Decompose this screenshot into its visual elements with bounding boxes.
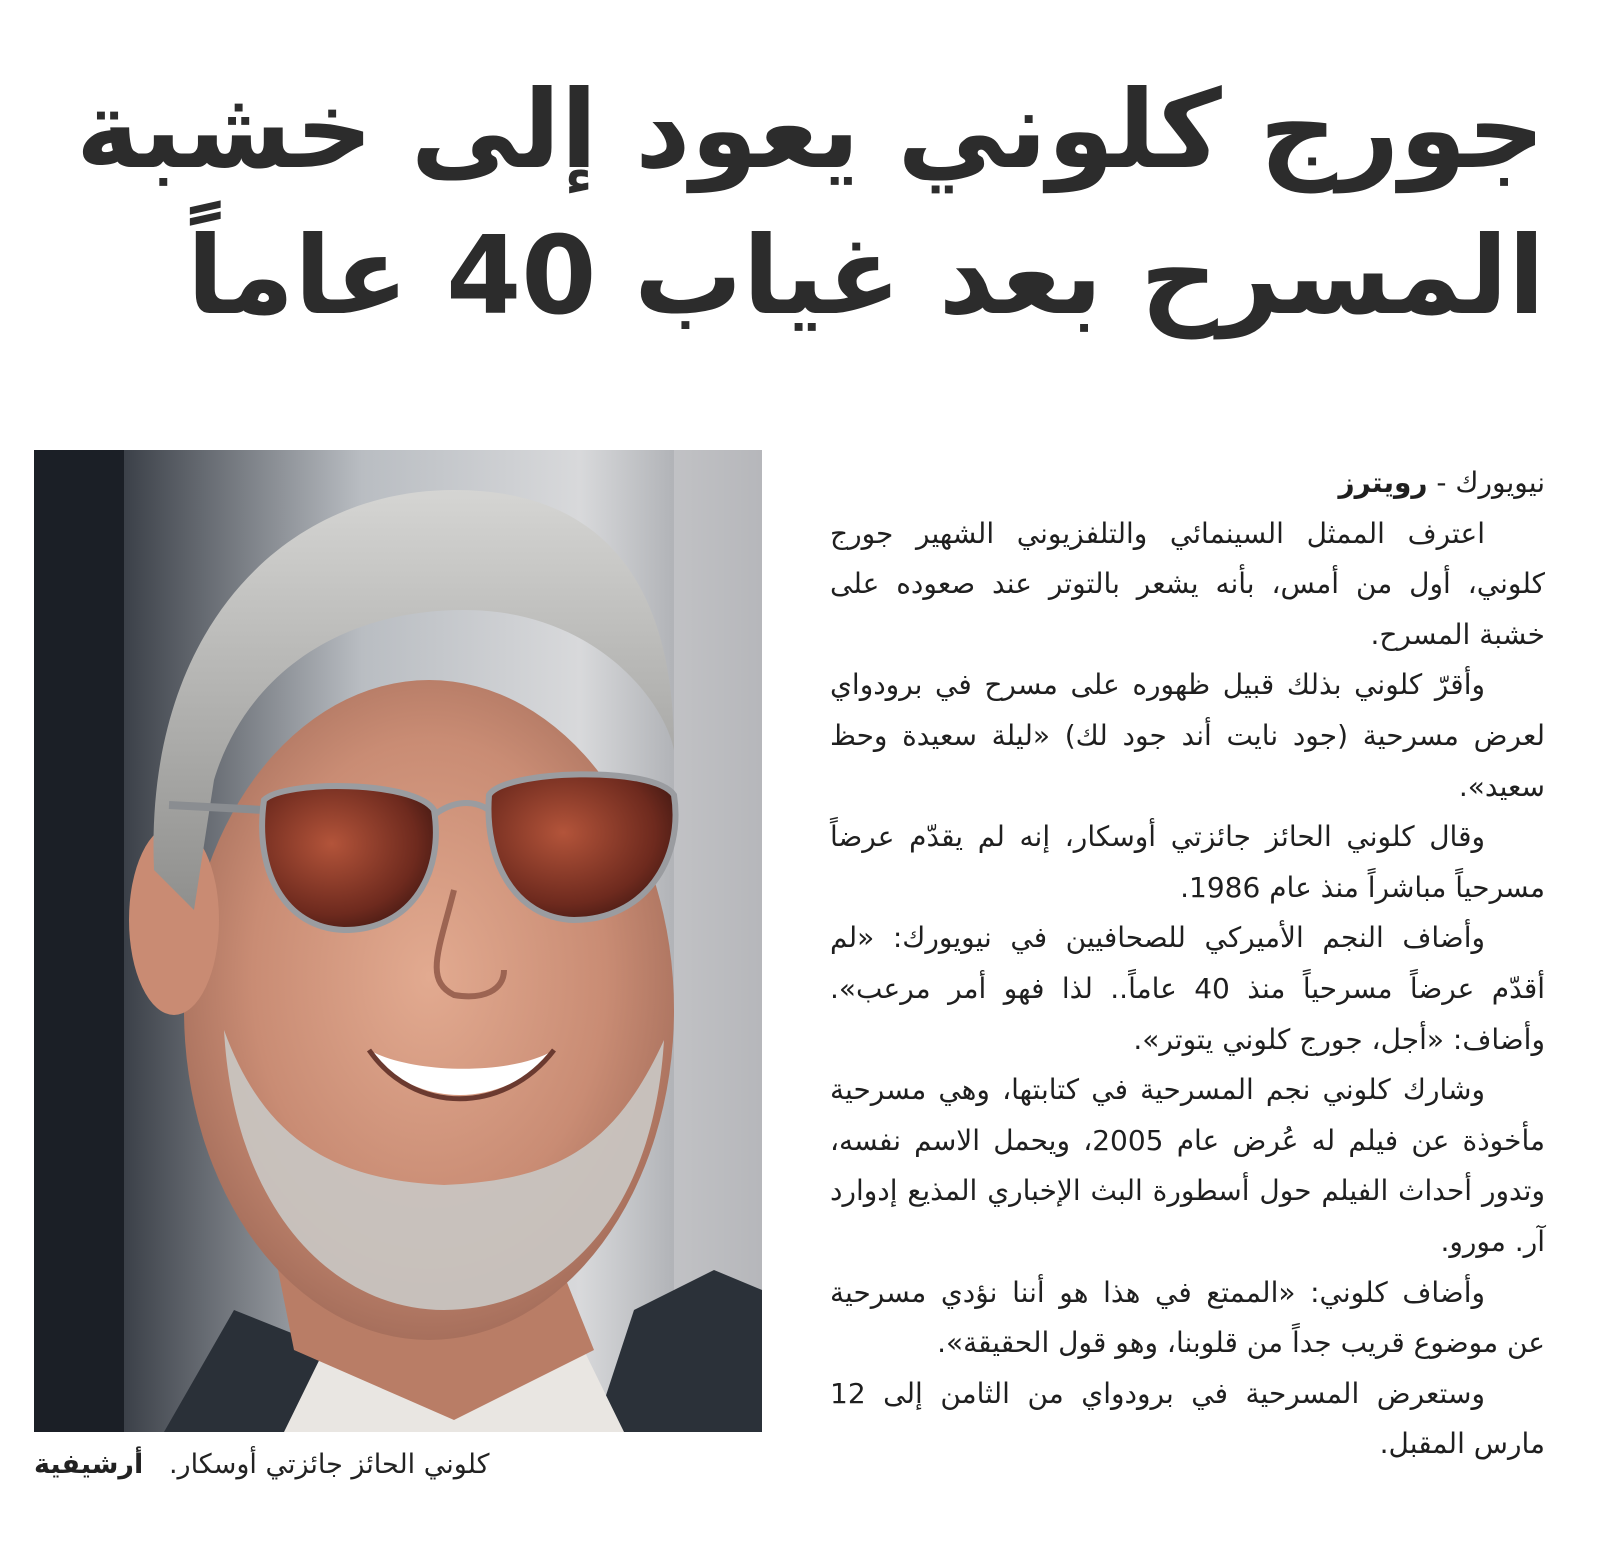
caption-text: كلوني الحائز جائزتي أوسكار. [168, 1449, 490, 1480]
headline-line-2: المسرح بعد غياب 40 عاماً [186, 214, 1545, 339]
article-paragraph-1: اعترف الممثل السينمائي والتلفزيوني الشهير جورج كلوني، أول من أمس، بأنه يشعر بالتوتر عند صعوده على خشبة المسرح. [830, 516, 1545, 651]
headline [75, 58, 1545, 350]
article-paragraph-4: وأضاف النجم الأميركي للصحافيين في نيويورك: «لم أقدّم عرضاً مسرحياً منذ 40 عاماً.. لذا فهو أمر مرعب». وأضاف: «أجل، جورج كلوني يتوتر». [830, 921, 1545, 1056]
portrait-illustration [34, 450, 762, 1432]
dateline-agency: رويترز [1338, 466, 1428, 499]
article-paragraph-2: وأقرّ كلوني بذلك قبيل ظهوره على مسرح في برودواي لعرض مسرحية (جود نايت أند جود لك) «ليلة سعيدة وحظ سعيد». [830, 668, 1545, 803]
dateline-city: نيويورك - [1427, 466, 1545, 499]
caption-credit: أرشيفية [34, 1449, 144, 1480]
article-body [830, 458, 1545, 1470]
article-paragraph-5: وشارك كلوني نجم المسرحية في كتابتها، وهي مسرحية مأخوذة عن فيلم له عُرض عام 2005، ويحمل الاسم نفسه، وتدور أحداث الفيلم حول أسطورة البث الإخباري المذيع إدوارد آر. مورو. [830, 1073, 1545, 1258]
article-paragraph-3: وقال كلوني الحائز جائزتي أوسكار، إنه لم يقدّم عرضاً مسرحياً مباشراً منذ عام 1986. [830, 820, 1545, 904]
article-paragraph-6: وأضاف كلوني: «الممتع في هذا هو أننا نؤدي مسرحية عن موضوع قريب جداً من قلوبنا، وهو قول الحقيقة». [830, 1275, 1545, 1360]
article-photo [34, 450, 762, 1432]
photo-caption [34, 1445, 762, 1485]
dateline [830, 458, 1545, 509]
article-paragraph-7: وستعرض المسرحية في برودواي من الثامن إلى 12 مارس المقبل. [830, 1376, 1545, 1461]
headline-line-1: جورج كلوني يعود إلى خشبة [75, 68, 1545, 193]
